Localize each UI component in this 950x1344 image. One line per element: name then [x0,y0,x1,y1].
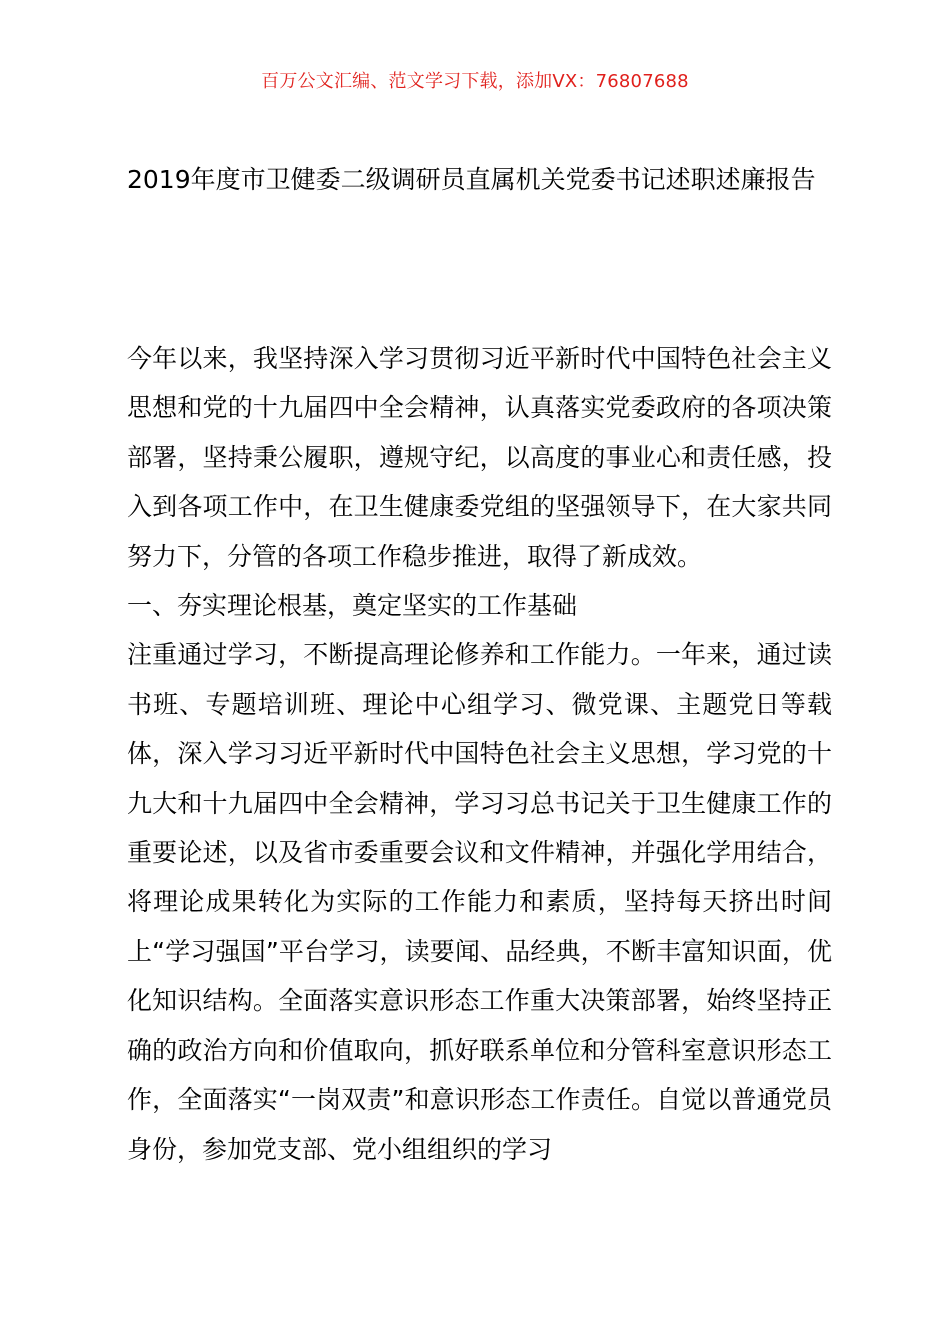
document-title: 2019年度市卫健委二级调研员直属机关党委书记述职述廉报告 [127,165,816,194]
paragraph-section-1: 注重通过学习，不断提高理论修养和工作能力。一年来，通过读书班、专题培训班、理论中心组学习、微党课、主题党日等载体，深入学习习近平新时代中国特色社会主义思想，学习党的十九大和十九届四中全会精神，学习习总书记关于卫生健康工作的重要论述，以及省市委重要会议和文件精神，并强化学用结合，将理论成果转化为实际的工作能力和素质，坚持每天挤出时间上“学习强国”平台学习，读要闻、品经典，不断丰富知识面，优化知识结构。全面落实意识形态工作重大决策部署，始终坚持正确的政治方向和价值取向，抓好联系单位和分管科室意识形态工作，全面落实“一岗双责”和意识形态工作责任。自觉以普通党员身份，参加党支部、党小组组织的学习 [127,640,832,1164]
document-body [127,334,832,1174]
section-heading-1: 一、夯实理论根基，奠定坚实的工作基础 [127,591,578,621]
header-banner: 百万公文汇编、范文学习下载，添加VX：76807688 [261,71,689,92]
paragraph-intro: 今年以来，我坚持深入学习贯彻习近平新时代中国特色社会主义思想和党的十九届四中全会精神，认真落实党委政府的各项决策部署，坚持秉公履职，遵规守纪，以高度的事业心和责任感，投入到各项工作中，在卫生健康委党组的坚强领导下，在大家共同努力下，分管的各项工作稳步推进，取得了新成效。 [127,344,832,571]
